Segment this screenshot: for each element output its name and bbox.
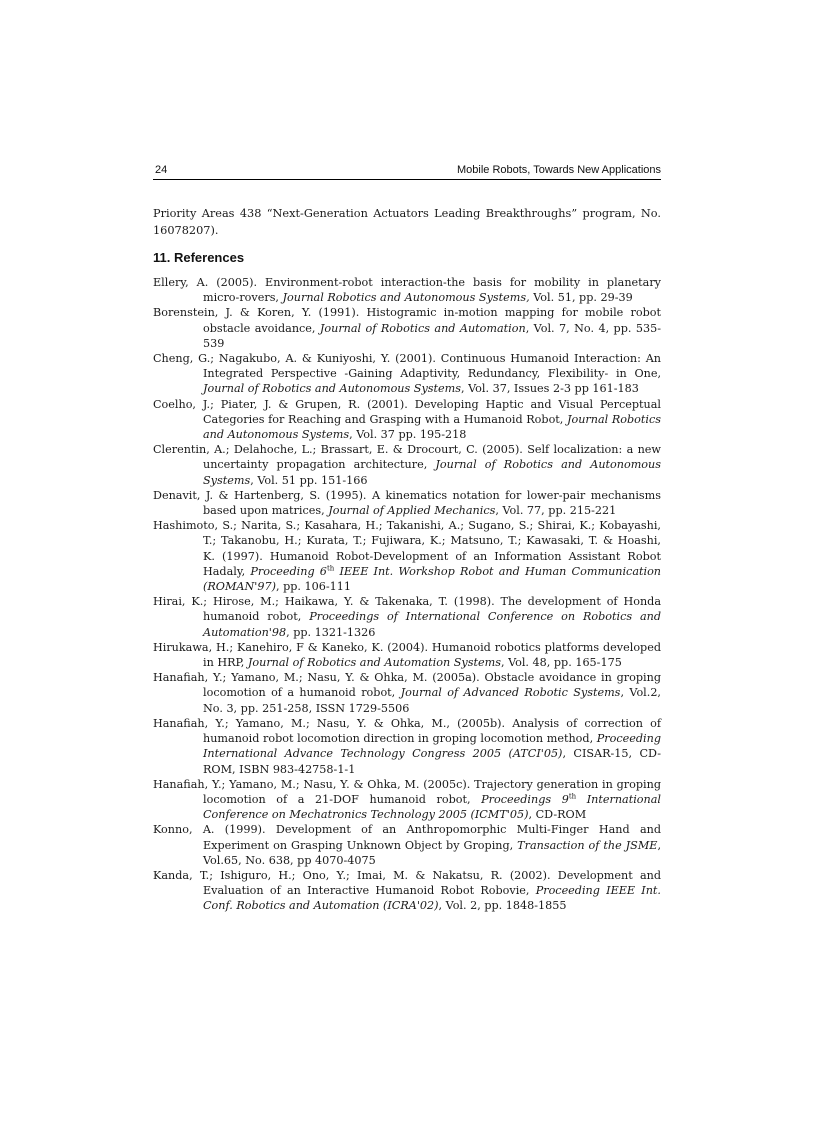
reference-item bbox=[153, 351, 661, 397]
reference-venue: Journal of Robotics and Autonomous Systems bbox=[203, 382, 461, 396]
reference-details: , Vol. 7, No. 4, pp. 535-539 bbox=[203, 321, 661, 350]
reference-item bbox=[153, 777, 661, 823]
reference-item bbox=[153, 518, 661, 594]
running-title: Mobile Robots, Towards New Applications bbox=[456, 164, 661, 176]
reference-venue: Proceedings of International Conference on Robotics and Automation'98 bbox=[203, 610, 662, 639]
reference-superscript: th bbox=[326, 564, 335, 573]
reference-venue: Proceeding International Advance Technology Congress 2005 (ATCI'05) bbox=[203, 732, 661, 761]
reference-item bbox=[153, 594, 661, 640]
reference-details: , CD-ROM bbox=[528, 808, 587, 822]
reference-details: Vol. 51, pp. 29-39 bbox=[529, 291, 633, 305]
reference-venue: Journal of Robotics and Automation Systems bbox=[247, 656, 501, 670]
reference-item bbox=[153, 716, 661, 777]
reference-venue: Journal Robotics and Autonomous Systems, bbox=[282, 291, 530, 305]
reference-authors-title: Hanafiah, Y.; Yamano, M.; Nasu, Y. & Ohka, M. (2005c). Trajectory generation in groping locomotion of a 21-DOF humanoid robot, bbox=[153, 777, 661, 806]
reference-authors-title: Denavit, J. & Hartenberg, S. (1995). A kinematics notation for lower-pair mechanisms based upon matrices, bbox=[153, 488, 661, 518]
reference-details: , pp. 106-111 bbox=[275, 580, 352, 594]
reference-details: , Vol. 37, Issues 2-3 pp 161-183 bbox=[461, 382, 639, 396]
reference-venue: Journal of Robotics and Automation bbox=[319, 321, 526, 335]
reference-details: , Vol. 48, pp. 165-175 bbox=[500, 656, 622, 670]
reference-item bbox=[153, 640, 661, 670]
reference-item bbox=[153, 275, 661, 305]
reference-details: , Vol. 37 pp. 195-218 bbox=[349, 428, 467, 442]
reference-venue: Transaction of the JSME bbox=[517, 838, 658, 852]
reference-authors-title: Konno, A. (1999). Development of an Anthropomorphic Multi-Finger Hand and Experiment on Grasping Unknown Object by Groping, bbox=[153, 823, 661, 852]
reference-venue: Proceeding 6 bbox=[250, 564, 327, 578]
reference-authors-title: Borenstein, J. & Koren, Y. (1991). Histogramic in-motion mapping for mobile robot obstacle avoidance, bbox=[153, 306, 661, 335]
reference-item bbox=[153, 305, 661, 351]
reference-details: , Vol. 77, pp. 215-221 bbox=[495, 504, 617, 518]
section-title: 11. References bbox=[153, 250, 245, 265]
page-header bbox=[153, 162, 661, 180]
reference-authors-title: Hanafiah, Y.; Yamano, M.; Nasu, Y. & Ohka, M. (2005a). Obstacle avoidance in groping locomotion of a humanoid robot, bbox=[153, 671, 661, 700]
reference-item bbox=[153, 397, 661, 443]
reference-venue: Proceedings 9 bbox=[481, 792, 569, 806]
reference-authors-title: Ellery, A. (2005). Environment-robot interaction-the basis for mobility in planetary micro-rovers, bbox=[153, 276, 661, 305]
reference-details: , Vol. 51 pp. 151-166 bbox=[250, 473, 368, 487]
reference-authors-title: Hirai, K.; Hirose, M.; Haikawa, Y. & Takenaka, T. (1998). The development of Honda humanoid robot, bbox=[153, 595, 661, 624]
reference-venue: Journal of Applied Mechanics bbox=[328, 504, 496, 518]
reference-venue: Journal of Advanced Robotic Systems bbox=[400, 686, 621, 700]
reference-venue-cont: International Conference on Mechatronics Technology 2005 (ICMT'05) bbox=[203, 792, 661, 822]
reference-authors-title: Hashimoto, S.; Narita, S.; Kasahara, H.; Takanishi, A.; Sugano, S.; Shirai, K.; Kobayashi, T.; Takanobu, H.; Kurata, T.; Fujiwara, K.; Matsuno, T.; Kawasaki, T. & Hoashi, K. (1997). Humanoid Robot-Development of an Information Assistant Robot Hadaly, bbox=[153, 519, 661, 578]
reference-authors-title: Hirukawa, H.; Kanehiro, F & Kaneko, K. (2004). Humanoid robotics platforms developed in HRP, bbox=[153, 640, 661, 670]
reference-authors-title: Cheng, G.; Nagakubo, A. & Kuniyoshi, Y. (2001). Continuous Humanoid Interaction: An Integrated Perspective -Gaining Adaptivity, Redundancy, Flexibility- in One, bbox=[153, 352, 661, 381]
reference-item bbox=[153, 488, 661, 518]
reference-details: , Vol. 2, pp. 1848-1855 bbox=[438, 899, 567, 913]
page-number: 24 bbox=[155, 164, 168, 176]
reference-list bbox=[153, 275, 661, 914]
reference-details: , pp. 1321-1326 bbox=[286, 625, 376, 639]
reference-venue: Journal of Robotics and Autonomous Systems bbox=[203, 458, 661, 487]
reference-details: , Vol.65, No. 638, pp 4070-4075 bbox=[203, 838, 662, 867]
reference-item bbox=[153, 670, 661, 716]
reference-details: , CISAR-15, CD-ROM, ISBN 983-42758-1-1 bbox=[203, 747, 661, 776]
reference-venue: Proceeding IEEE Int. Conf. Robotics and Automation (ICRA'02) bbox=[203, 884, 661, 913]
reference-authors-title: Clerentin, A.; Delahoche, L.; Brassart, E. & Drocourt, C. (2005). Self localization: a new uncertainty propagation architecture, bbox=[153, 443, 661, 472]
intro-paragraph: Priority Areas 438 “Next-Generation Actuators Leading Breakthroughs” program, No. 16078207). bbox=[153, 207, 661, 237]
reference-item bbox=[153, 822, 661, 868]
reference-venue-cont: IEEE Int. Workshop Robot and Human Communication (ROMAN'97) bbox=[203, 564, 662, 594]
reference-item bbox=[153, 442, 661, 488]
reference-item bbox=[153, 868, 661, 914]
reference-authors-title: Kanda, T.; Ishiguro, H.; Ono, Y.; Imai, M. & Nakatsu, R. (2002). Development and Evaluation of an Interactive Humanoid Robot Robovie, bbox=[153, 868, 661, 898]
reference-venue: Journal Robotics and Autonomous Systems bbox=[203, 412, 661, 442]
reference-superscript: th bbox=[568, 792, 577, 801]
reference-details: , Vol.2, No. 3, pp. 251-258, ISSN 1729-5506 bbox=[203, 686, 661, 715]
reference-authors-title: Hanafiah, Y.; Yamano, M.; Nasu, Y. & Ohka, M., (2005b). Analysis of correction of humanoid robot locomotion direction in groping locomotion method, bbox=[153, 716, 661, 746]
reference-authors-title: Coelho, J.; Piater, J. & Grupen, R. (2001). Developing Haptic and Visual Perceptual Categories for Reaching and Grasping with a Humanoid Robot, bbox=[153, 397, 661, 426]
